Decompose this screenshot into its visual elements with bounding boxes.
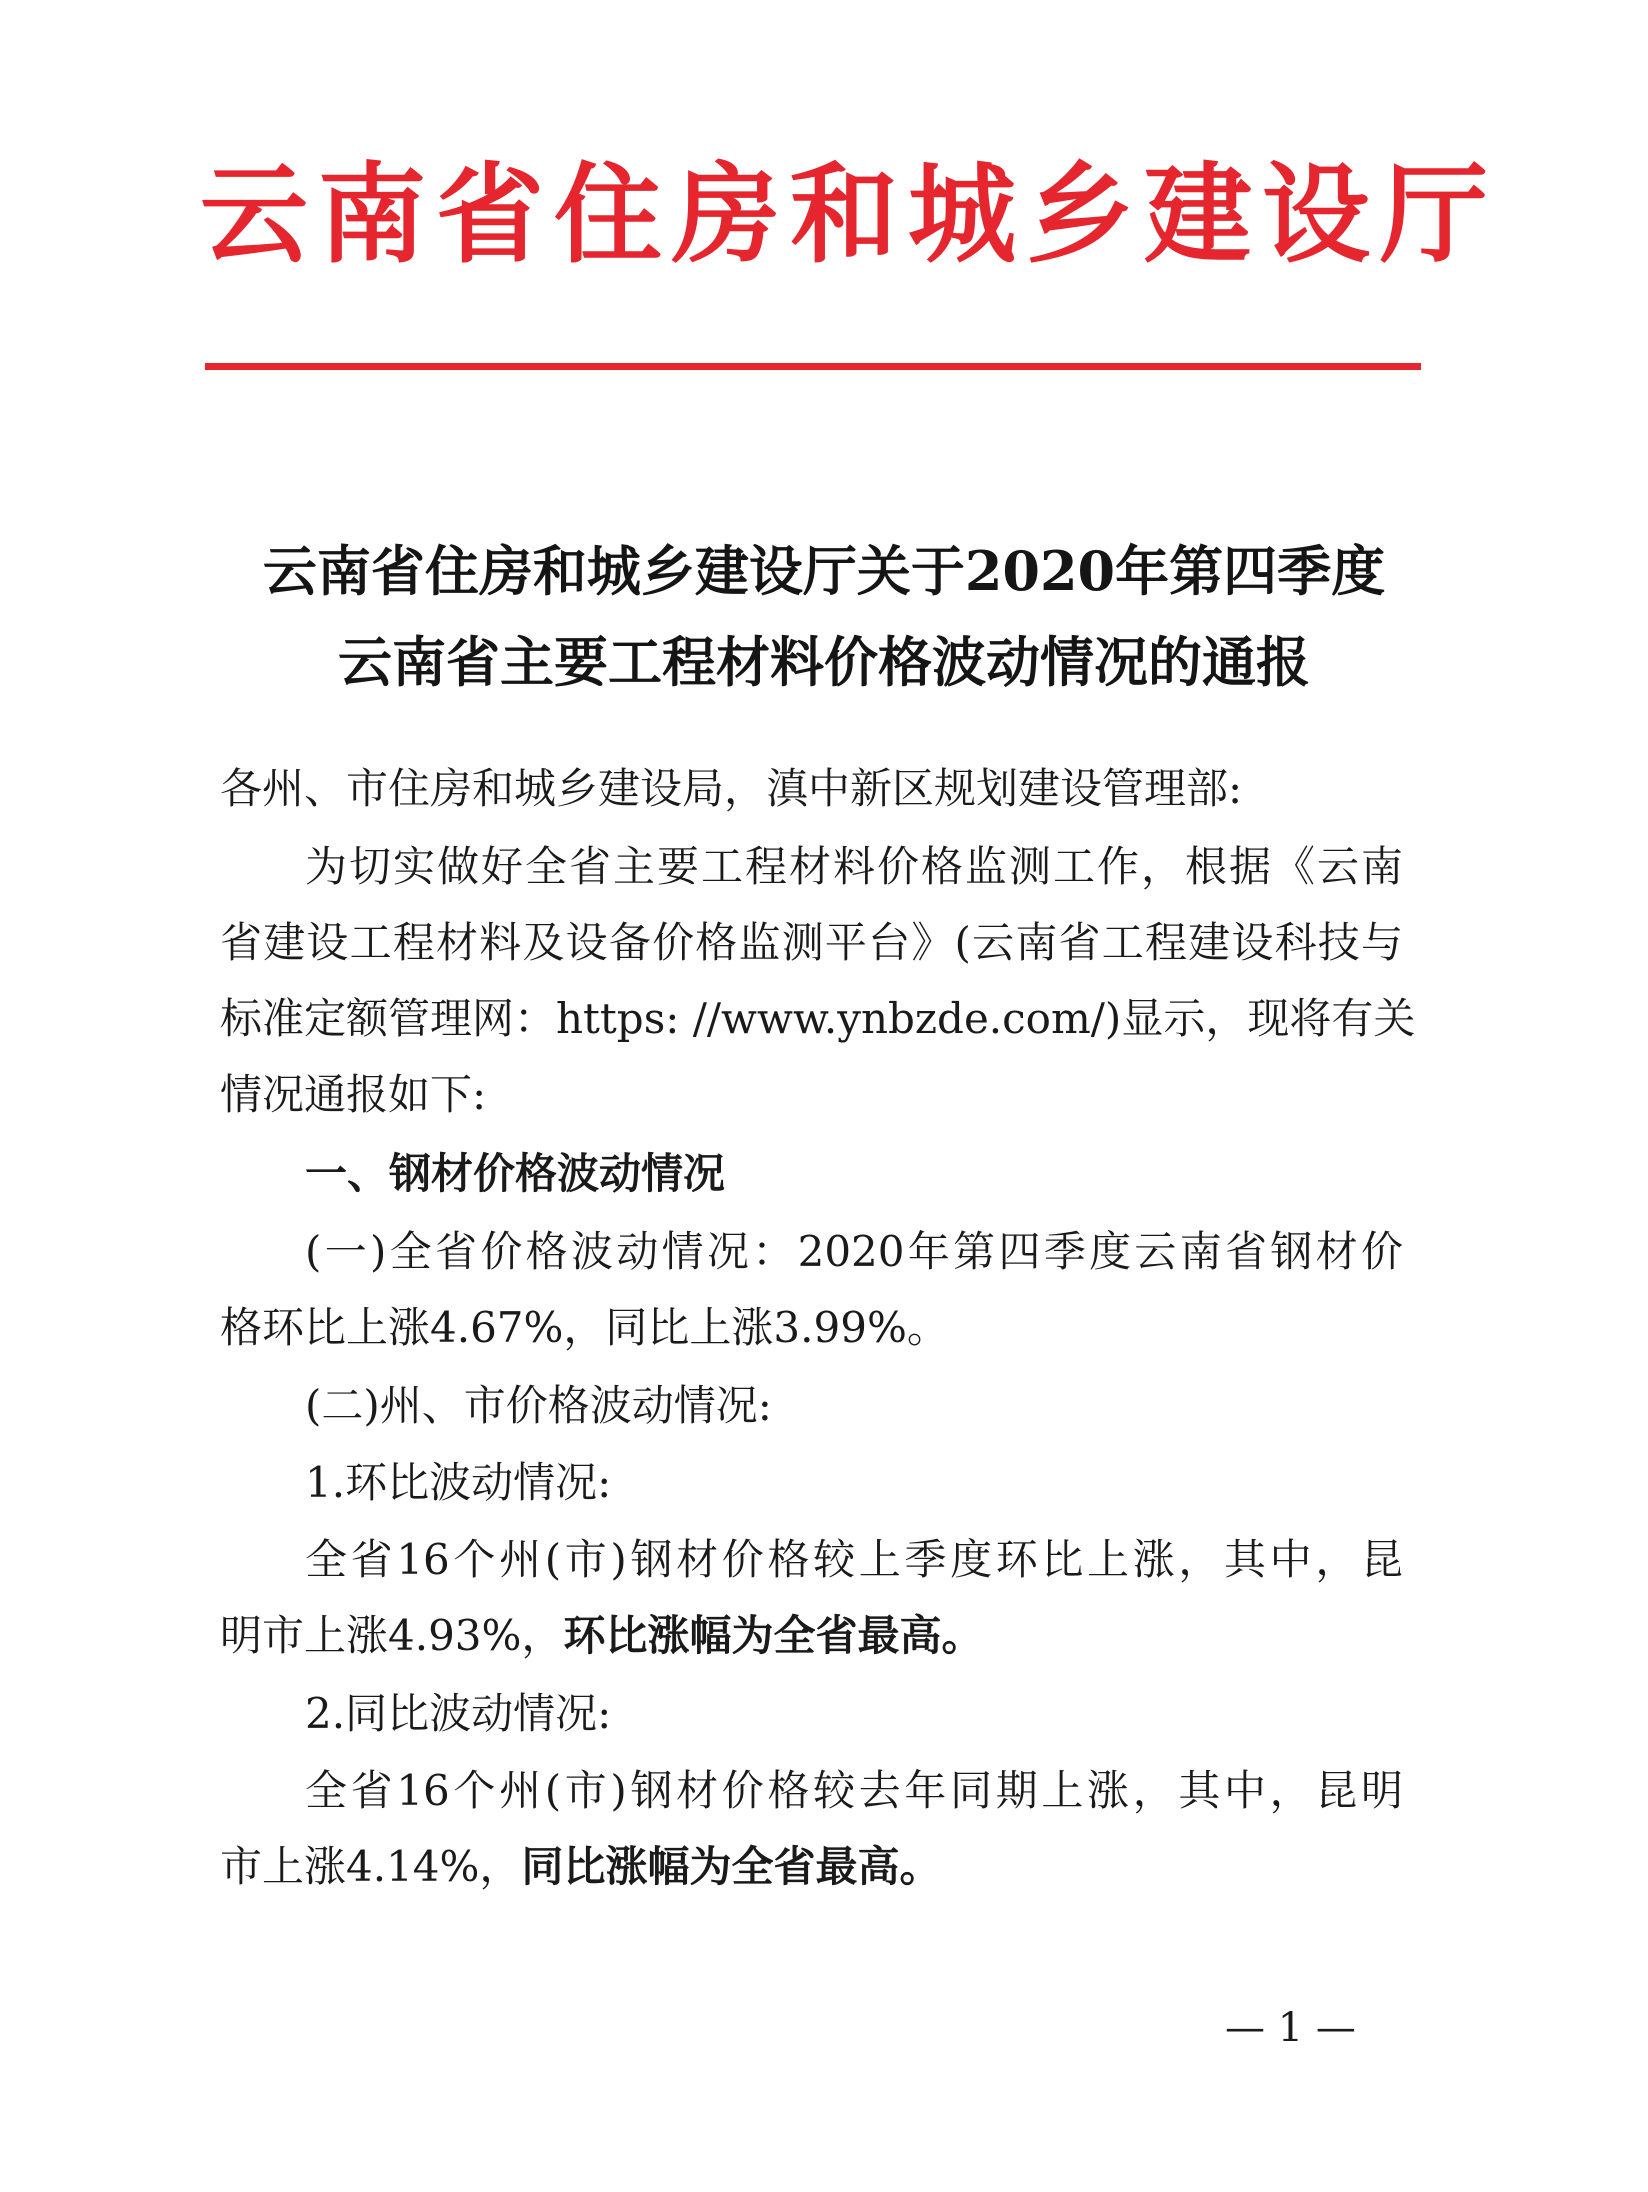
document-title-line-2: 云南省主要工程材料价格波动情况的通报 bbox=[338, 630, 1310, 694]
item-2-line-2 bbox=[220, 1839, 941, 1895]
section-1-sub-2-heading: (二)州、市价格波动情况: bbox=[305, 1381, 772, 1430]
item-1-line-2-text: 明市上涨4.93%， bbox=[220, 1611, 564, 1660]
section-1-heading: 一、钢材价格波动情况 bbox=[305, 1149, 726, 1198]
intro-line-3: 标准定额管理网：https: //www.ynbzde.com/)显示，现将有关 bbox=[220, 994, 1416, 1043]
item-1-label: 1.环比波动情况: bbox=[305, 1458, 612, 1507]
salutation: 各州、市住房和城乡建设局，滇中新区规划建设管理部: bbox=[220, 764, 1243, 813]
section-1-sub-1-line-2: 格环比上涨4.67%，同比上涨3.99%。 bbox=[220, 1303, 949, 1352]
item-1-line-2-emphasis: 环比涨幅为全省最高。 bbox=[563, 1611, 984, 1660]
item-2-label: 2.同比波动情况: bbox=[305, 1689, 612, 1738]
intro-line-1: 为切实做好全省主要工程材料价格监测工作，根据《云南 bbox=[305, 842, 1403, 891]
page-number: — 1 — bbox=[1225, 2005, 1356, 2051]
item-1-line-1: 全省16个州(市)钢材价格较上季度环比上涨，其中，昆 bbox=[305, 1535, 1403, 1584]
item-2-line-2-emphasis: 同比涨幅为全省最高。 bbox=[521, 1842, 942, 1891]
intro-line-2: 省建设工程材料及设备价格监测平台》(云南省工程建设科技与 bbox=[220, 918, 1403, 967]
item-2-line-1: 全省16个州(市)钢材价格较去年同期上涨，其中，昆明 bbox=[305, 1766, 1403, 1815]
section-1-sub-1-line-1: (一)全省价格波动情况：2020年第四季度云南省钢材价 bbox=[305, 1227, 1403, 1276]
item-1-line-2 bbox=[220, 1608, 983, 1664]
letterhead-org-name: 云南省住房和城乡建设厅 bbox=[200, 152, 1499, 278]
item-2-line-2-text: 市上涨4.14%， bbox=[220, 1842, 522, 1891]
intro-line-4: 情况通报如下: bbox=[220, 1070, 487, 1119]
letterhead-red-rule bbox=[205, 363, 1421, 370]
document-title-line-1: 云南省住房和城乡建设厅关于2020年第四季度 bbox=[262, 539, 1386, 603]
